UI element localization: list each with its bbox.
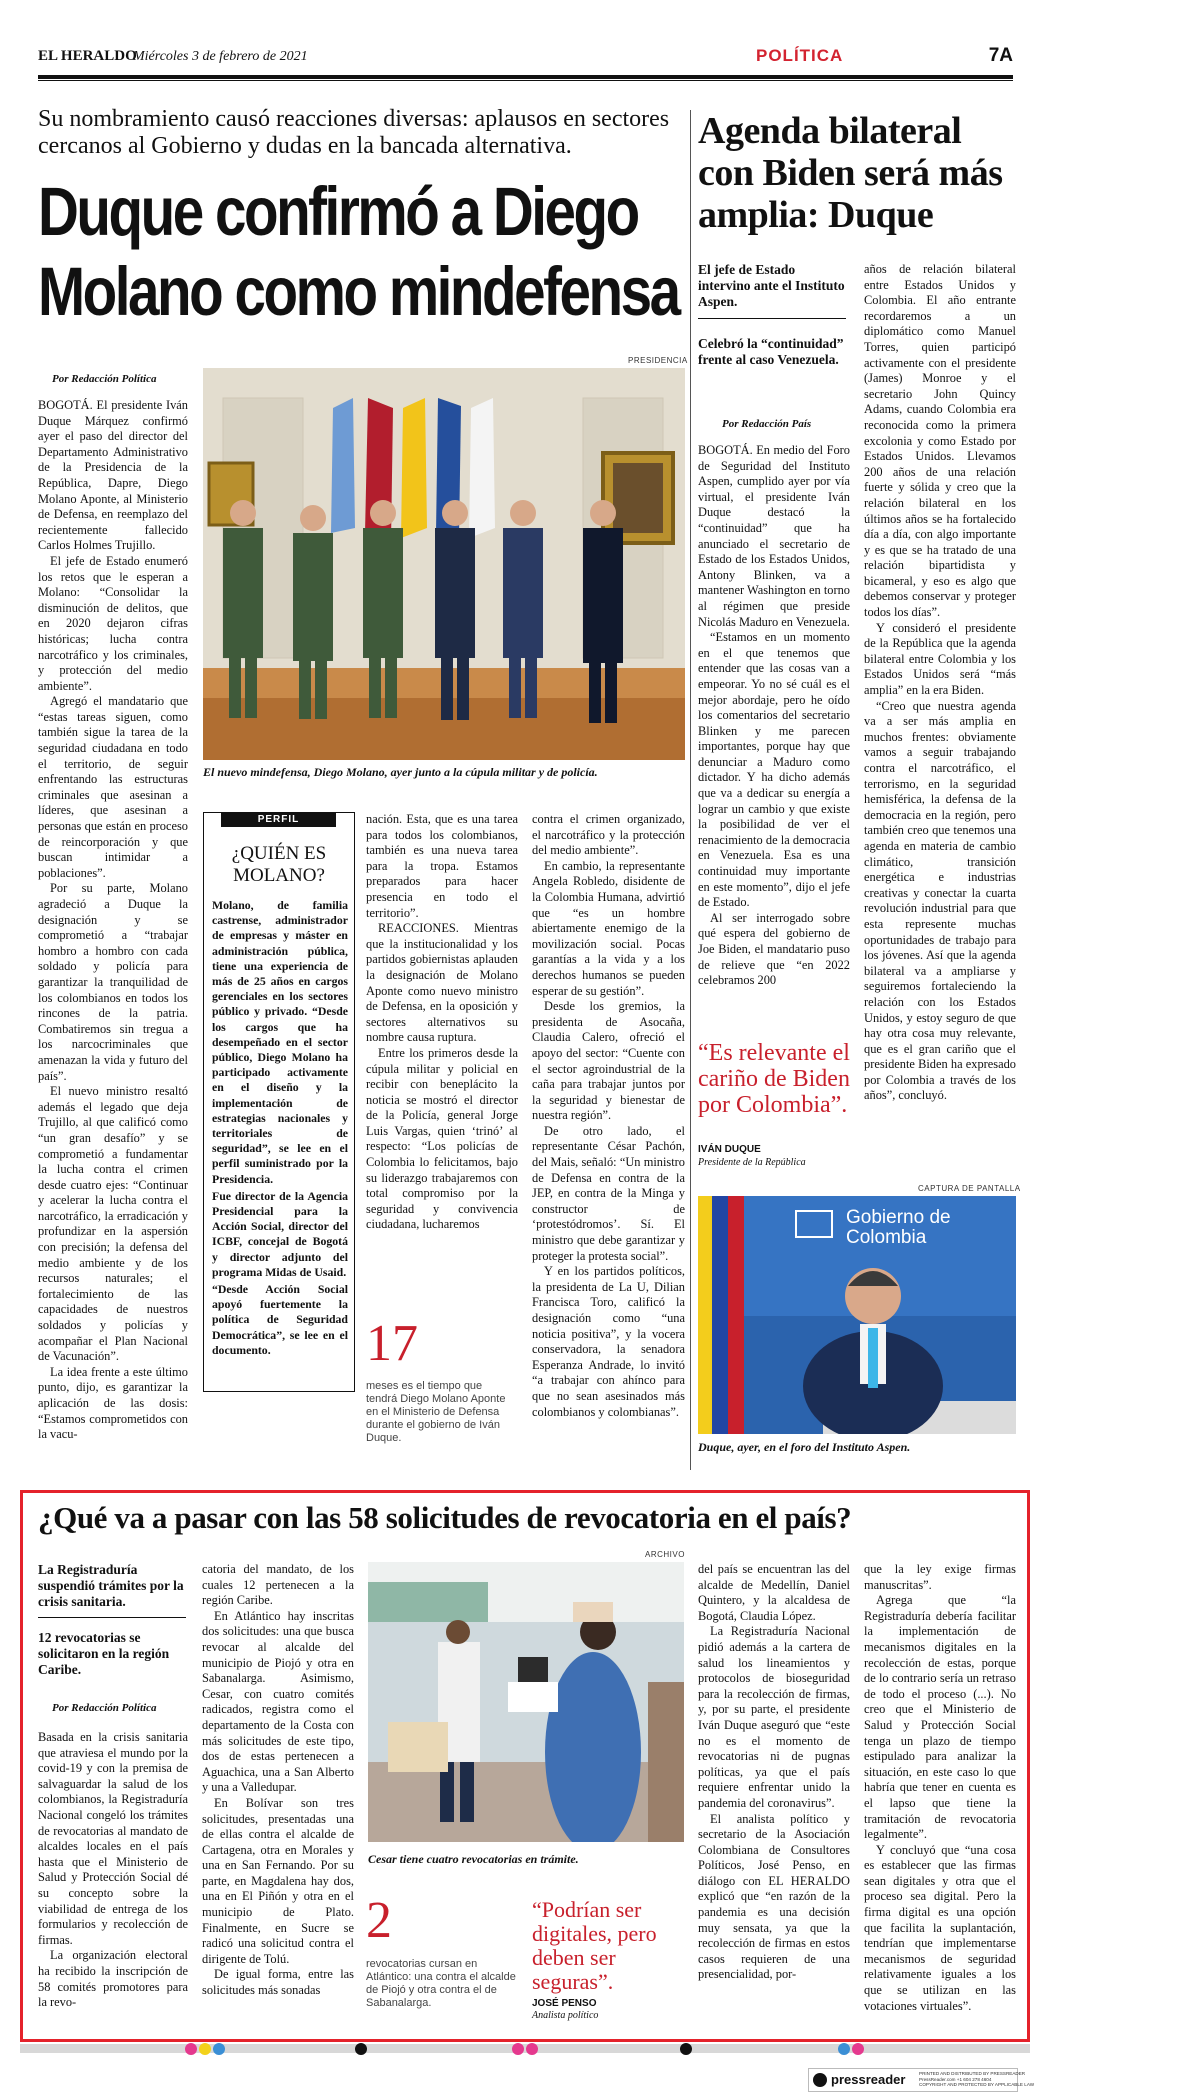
paragraph: Y concluyó que “una cosa es establecer que las firmas sean digitales y otra que el proceso sea digital. Pero la firma digital es una opción que facilita la suplantación, tendrían que implementarse mecanismos de seguridad relativamente iguales a los que se utilizan en las votaciones virtuales”. <box>864 1842 1016 2013</box>
main-col-4 <box>532 812 685 1420</box>
section-name: POLÍTICA <box>756 46 844 65</box>
profile-title: ¿QUIÉN ES MOLANO? <box>231 843 327 886</box>
main-photo-caption: El nuevo mindefensa, Diego Molano, ayer junto a la cúpula militar y de policía. <box>203 765 598 779</box>
registration-dot <box>512 2043 524 2055</box>
bottom-headline: ¿Qué va a pasar con las 58 solicitudes de revocatoria en el país? <box>38 1500 852 1535</box>
profile-paragraph: “Desde Acción Social apoyó fuertemente la política de Seguridad Democrática”, se lee en el documento. <box>212 1282 348 1357</box>
registration-office-illustration <box>368 1562 684 1842</box>
fine-print-line: COPYRIGHT AND PROTECTED BY APPLICABLE LAW <box>919 2082 1035 2087</box>
deck-divider <box>698 318 846 319</box>
paragraph: Desde los gremios, la presidenta de Asocaña, Claudia Calero, ofreció el apoyo del sector: “Cuente con el sector agroindustrial de la caña para trabajar juntos por la seguridad y bienestar de nuestra región”. <box>532 999 685 1123</box>
deck-divider <box>38 1617 186 1618</box>
paragraph: REACCIONES. Mientras que la institucionalidad y los partidos gobiernistas aplauden la designación de Molano Aponte como nuevo ministro de Defensa, en la oposición y sectores alternativos su nombre causa ruptura. <box>366 921 518 1045</box>
bottom-col-2 <box>202 1562 354 1999</box>
registration-dot <box>852 2043 864 2055</box>
side-col-2 <box>864 262 1016 1104</box>
profile-paragraph: Molano, de familia castrense, administrador de empresas y máster en administración pública, tiene una experiencia de más de 25 años en cargos gerenciales en los sectores público y privado. “Desde los cargos que ha desempeñado en el sector público, Diego Molano ha participado activamente en el diseño y la implementación de estrategias nacionales y territoriales de seguridad”, se lee en el perfil suministrado por la Presidencia. <box>212 898 348 1186</box>
main-headline-line-2: Molano como mindefensa <box>38 253 679 330</box>
side-headline: Agenda bilateral con Biden será más amplia: Duque <box>698 110 1003 236</box>
paragraph: En Atlántico hay inscritas dos solicitudes: una que busca revocar al alcalde del municipio de Piojó y otra en Sabanalarga. Asimismo, Cesar, con cuatro comités radicados, registra como el departamento de la Costa con más solicitudes de este tipo, dos de estas pertenecen a Aguachica, una a San Alberto y una a Valledupar. <box>202 1608 354 1795</box>
registration-dot <box>185 2043 197 2055</box>
profile-paragraph: Fue director de la Agencia Presidencial para la Acción Social, director del ICBF, concejal de Bogotá y director adjunto del programa Midas de Usaid. <box>212 1188 348 1279</box>
bottom-col-3 <box>698 1562 850 1983</box>
side-col-1 <box>698 443 850 989</box>
header-rule <box>38 75 1013 79</box>
paragraph: Agregó el mandatario que “estas tareas siguen, como también sigue la tarea de la seguridad ciudadana en todo el territorio, de seguir enfrentando las estructuras criminales que asesinan a líderes, que asesinan a personas que están en proceso de reincorporación y que buscan intimidar a poblaciones”. <box>38 694 188 880</box>
paragraph: En cambio, la representante Angela Robledo, disidente de la Colombia Humana, advirtió que “es un hombre abiertamente enemigo de la movilización social. Pocas garantías a la vida y a los derechos humanos se pueden esperar de su gestión”. <box>532 858 685 998</box>
bottom-pull-quote: “Podrían ser digitales, pero deben ser seguras”. <box>532 1897 657 1994</box>
main-headline <box>38 172 679 332</box>
bottom-col-1 <box>38 1730 188 2011</box>
paragraph: El nuevo ministro resaltó además el legado que deja Trujillo, al que calificó como “un gran desafío” y se comprometió a fundamentar la lucha contra el crimen desde cuatro ejes: “Continuar y acelerar la lucha contra el narcotráfico, la erradicación y profundizar en la aspersión con precisión; la defensa del medio ambiente y de los recursos naturales; el fortalecimiento de las capacidades de nuestros soldados y policías y acompañar el Plan Nacional de Vacunación”. <box>38 1084 188 1364</box>
page-header <box>38 44 1013 74</box>
bottom-deck-1: La Registraduría suspendió trámites por la crisis sanitaria. <box>38 1562 184 1609</box>
paragraph: La idea frente a este último punto, dijo, es garantizar la aplicación de las dosis: “Estamos comprometidos con la vacu- <box>38 1364 188 1442</box>
paragraph: En Bolívar son tres solicitudes, presentadas una de ellas contra el alcalde de Cartagena, otra en Morales y una en San Fernando. Por su parte, en Magdalena hay dos, una en El Piñón y otra en el municipio de Plato. Finalmente, en Sucre se radicó una solicitud contra el dirigente de Tolú. <box>202 1795 354 1966</box>
bottom-photo-credit: ARCHIVO <box>645 1550 685 1559</box>
bottom-quote-role: Analista político <box>532 2010 599 2021</box>
paragraph: Por su parte, Molano agradeció a Duque la designación y se comprometió a “trabajar hombro a hombro con cada soldado y policía para garantizar la tranquilidad de los colombianos en todos los rincones de la patria. Combatiremos sin tregua a los narcocriminales que amenazan la vida y futuro del país”. <box>38 881 188 1083</box>
main-col-3 <box>366 812 518 1233</box>
paragraph: Y consideró el presidente de la República que la agenda bilateral entre Colombia y los Estados Unidos será “más amplia” en la era Biden. <box>864 620 1016 698</box>
bottom-byline: Por Redacción Política <box>52 1702 157 1714</box>
registration-strip <box>20 2044 1030 2053</box>
bottom-photo-caption: Cesar tiene cuatro revocatorias en trámite. <box>368 1852 579 1866</box>
pressreader-badge[interactable] <box>808 2068 1035 2092</box>
main-col-1 <box>38 398 188 1443</box>
header-rule-thin <box>38 80 1013 81</box>
newspaper-brand: EL HERALDO <box>38 48 137 64</box>
pressreader-logo: pressreader <box>831 2072 906 2087</box>
paragraph: que la ley exige firmas manuscritas”. <box>864 1562 1016 1592</box>
bottom-photo <box>368 1562 684 1842</box>
main-photo <box>203 368 685 760</box>
paragraph: Basada en la crisis sanitaria que atraviesa el mundo por la covid-19 y con la premisa de salvaguardar la salud de los colombianos, la Registraduría Nacional congeló los trámites de revocatorias al mandato de alcaldes locales en el país hasta que el Ministerio de Salud y Protección Social dé su concepto sobre la viabilidad de entrega de los formularios y recolección de firmas. <box>38 1730 188 1947</box>
registration-dot <box>199 2043 211 2055</box>
paragraph: El jefe de Estado enumeró los retos que le esperan a Molano: “Consolidar la disminución de delitos, que en 2020 dejaron cifras históricas; lucha contra narcotráfico y los criminales, y protección del medio ambiente”. <box>38 553 188 693</box>
paragraph: Al ser interrogado sobre qué espera del gobierno de Joe Biden, el mandatario puso de relieve que “en 2022 celebramos 200 <box>698 910 850 988</box>
paragraph: Agrega que “la Registraduría debería facilitar la implementación de mecanismos digitales en la recolección de estas, porque de lo contrario sería un retraso de todo el proceso (...). No creo que el Ministerio de Salud y Protección Social tenga un plazo de tiempo estipulado para analizar la situación, en este caso lo que habría que tener en cuenta es el lapso que tiene la tramitación de revocatoria legalmente”. <box>864 1593 1016 1842</box>
registration-dot <box>526 2043 538 2055</box>
registration-dot <box>838 2043 850 2055</box>
paragraph: El analista político y secretario de la Asociación Colombiana de Consultores Políticos, José Penso, en diálogo con EL HERALDO explicó que “en razón de la pandemia es una decisión muy sensata, ya que la recolección de firmas en estos casos requieren de una presencialidad, por- <box>698 1811 850 1982</box>
side-byline: Por Redacción País <box>722 418 812 430</box>
paragraph: “Estamos en un momento en el que tenemos que entender que las cosas van a empeorar. Yo no sé cuál es el mejor abordaje, pero he oído los comentarios del secretario Blinken y me parecen importantes, porque hay que denunciar a Maduro como dictador. Y ha dicho además que va a dedicar su energía a lograr un cambio y que existe la posibilidad de ver el renacimiento de la democracia en Venezuela. Esa es una continuidad muy importante en este momento”, dijo el jefe de Estado. <box>698 630 850 910</box>
paragraph: Y en los partidos políticos, la presidenta de La U, Dilian Francisca Toro, calificó la designación como “una noticia positiva”, y la vocera conservadora, la senadora Esperanza Andrade, lo invitó “a trabajar con ahínco para que no sean asesinados más colombianos y colombianas”. <box>532 1264 685 1419</box>
paragraph: La Registraduría Nacional pidió además a la cartera de salud los lineamientos y protocolos de bioseguridad para la recolección de firmas, y, por su parte, el presidente Iván Duque aseguró que “este no es el momento de revocatorias ni de pugnas políticas, ya que el país requiere enfrentar unido la pandemia del coronavirus”. <box>698 1624 850 1810</box>
paragraph: nación. Esta, que es una tarea para todos los colombianos, también es una nueva tarea para la tropa. Estamos preparados para hacer presencia en todo el territorio”. <box>366 812 518 920</box>
paragraph: De otro lado, el representante César Pachón, del Mais, señaló: “Un ministro de Defensa en contra de la JEP, en contra de la Minga y constructor de ‘protestódromos’. Sí. El ministro que debe garantizar y proteger la protesta social”. <box>532 1123 685 1263</box>
paragraph: La organización electoral ha recibido la inscripción de 58 comités promotores para la revo- <box>38 1948 188 2010</box>
stat-number: 17 <box>366 1315 418 1372</box>
pressreader-logo-icon <box>813 2073 827 2087</box>
main-photo-credit: PRESIDENCIA <box>628 356 688 365</box>
page-number: 7A <box>988 45 1013 66</box>
paragraph: BOGOTÁ. El presidente Iván Duque Márquez confirmó ayer el paso del director del Departamento Administrativo de la Presidencia de la República, Dapre, Diego Molano Aponte, al Ministerio de Defensa, en reemplazo del recientemente fallecido Carlos Holmes Trujillo. <box>38 398 188 553</box>
bottom-stat-text: revocatorias cursan en Atlántico: una contra el alcalde de Piojó y otra contra el de Sabanalarga. <box>366 1958 516 2009</box>
paragraph: Entre los primeros desde la cúpula militar y policial en recibir con beneplácito la noticia se mostró el director de la Policía, general Jorge Luis Vargas, quien ‘trinó’ al respecto: “Los policías de Colombia lo felicitamos, bajo su liderazgo trabajaremos con total compromiso por la seguridad y convivencia ciudadana, lucharemos <box>366 1045 518 1232</box>
paragraph: años de relación bilateral entre Estados Unidos y Colombia. El año entrante recordaremos a un diplomático como Manuel Torres, quien participó activamente con el presidente (James) Monroe y el secretario John Quincy Adams, cuando Colombia era reconocida como la primera excolonia y como Estado por Estados Unidos. Llevamos 200 años de una relación fuerte y sólida y creo que la relación bilateral en los últimos años se ha fortalecido día a día, con algo importante y es que se ha tratado de una relación bipartidista y bicameral, y eso es algo que debemos conservar y proteger todos los días”. <box>864 262 1016 620</box>
side-photo-banner: Gobierno de Colombia <box>846 1207 951 1248</box>
side-deck-2: Celebró la “continuidad” frente al caso Venezuela. <box>698 336 844 367</box>
side-photo-credit: CAPTURA DE PANTALLA <box>918 1184 1021 1193</box>
issue-date: Miércoles 3 de febrero de 2021 <box>133 49 308 64</box>
bottom-stat-number: 2 <box>366 1892 392 1949</box>
main-lede: Su nombramiento causó reacciones diversas: aplausos en sectores cercanos al Gobierno y dudas en la bancada alternativa. <box>38 106 670 159</box>
paragraph: “Creo que nuestra agenda va a ser más amplia en muchos frentes: obviamente vamos a seguir trabajando contra el narcotráfico, el terrorismo, en la seguridad hemisférica, la defensa de la democracia en la región, pero también creo que tenemos una agenda en materia de cambio climático, transición energética e industrias creativas y conectar la cuarta revolución industrial para que esta represente muchas oportunidades de trabajo para los jóvenes. Así que la agenda bilateral va a ampliarse y seguiremos fortaleciendo la relación con los Estados Unidos, y estoy seguro de que hay otra cosa muy relevante, que es el gran cariño que el presidente Biden ha expresado por Colombia a través de los años”, concluyó. <box>864 698 1016 1103</box>
column-divider <box>690 110 691 1470</box>
side-deck-1: El jefe de Estado intervino ante el Instituto Aspen. <box>698 262 845 309</box>
registration-dot <box>680 2043 692 2055</box>
side-photo-caption: Duque, ayer, en el foro del Instituto Aspen. <box>698 1440 911 1454</box>
paragraph: De igual forma, entre las solicitudes más sonadas <box>202 1967 354 1998</box>
bottom-deck-2: 12 revocatorias se solicitaron en la región Caribe. <box>38 1630 170 1677</box>
stat-text: meses es el tiempo que tendrá Diego Molano Aponte en el Ministerio de Defensa durante el gobierno de Iván Duque. <box>366 1380 506 1444</box>
pressreader-fine-print <box>919 2071 1034 2088</box>
paragraph: catoria del mandato, de los cuales 12 pertenecen a la región Caribe. <box>202 1562 354 1608</box>
profile-body <box>212 898 348 1358</box>
side-photo <box>698 1196 1016 1434</box>
officials-photo-illustration <box>203 368 685 760</box>
registration-dot <box>355 2043 367 2055</box>
main-headline-line-1: Duque confirmó a Diego <box>38 173 638 250</box>
side-quote-author: IVÁN DUQUE <box>698 1144 761 1155</box>
paragraph: del país se encuentran las del alcalde de Medellín, Daniel Quintero, y la alcaldesa de Bogotá, Claudia López. <box>698 1562 850 1623</box>
paragraph: contra el crimen organizado, el narcotráfico y la protección del medio ambiente”. <box>532 812 685 858</box>
fine-print-line: PRINTED AND DISTRIBUTED BY PRESSREADER <box>919 2071 1026 2076</box>
bottom-col-4 <box>864 1562 1016 2014</box>
main-byline: Por Redacción Política <box>52 373 157 385</box>
side-pull-quote: “Es relevante el cariño de Biden por Colombia”. <box>698 1040 850 1118</box>
profile-tag: PERFIL <box>221 812 336 827</box>
fine-print-line: PressReader.com +1 604 278 4604 <box>919 2076 992 2082</box>
paragraph: BOGOTÁ. En medio del Foro de Seguridad del Instituto Aspen, cumplido ayer por vía virtual, el presidente Iván Duque destacó la “continuidad” que ha anunciado el secretario de Estado de los Estados Unidos, Antony Blinken, va a mantener Washington en torno al régimen que preside Nicolás Maduro en Venezuela. <box>698 443 850 629</box>
bottom-quote-author: JOSÉ PENSO <box>532 1998 597 2009</box>
profile-box <box>203 812 355 1392</box>
registration-dot <box>213 2043 225 2055</box>
side-quote-role: Presidente de la República <box>698 1157 806 1168</box>
